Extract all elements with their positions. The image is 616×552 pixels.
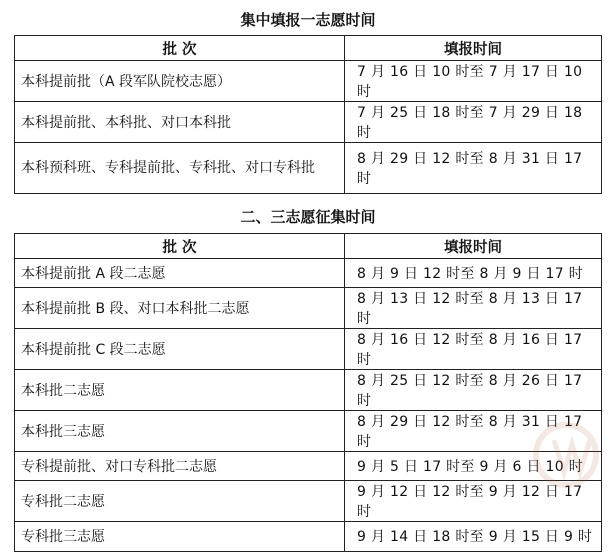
- time-cell: 7 月 16 日 10 时至 7 月 17 日 10 时: [345, 61, 602, 102]
- table-row: [15, 522, 602, 551]
- table-header-row: [15, 36, 602, 61]
- time-column-header: 填报时间: [345, 234, 602, 259]
- table-row: [15, 61, 602, 102]
- time-column-header: 填报时间: [345, 36, 602, 61]
- table-row: [15, 481, 602, 522]
- time-cell: 9 月 14 日 18 时至 9 月 15 日 9 时: [345, 522, 602, 551]
- batch-cell: 本科批二志愿: [15, 370, 345, 411]
- table-row: [15, 102, 602, 143]
- batch-cell: 本科提前批（A 段军队院校志愿）: [15, 61, 345, 102]
- table-row: [15, 452, 602, 481]
- batch-cell: 本科提前批 B 段、对口本科批二志愿: [15, 288, 345, 329]
- batch-cell: 专科批二志愿: [15, 481, 345, 522]
- table-header-row: [15, 234, 602, 259]
- time-cell: 9 月 12 日 12 时至 9 月 12 日 17 时: [345, 481, 602, 522]
- supplementary-choice-table: [14, 233, 602, 552]
- batch-cell: 本科提前批、本科批、对口本科批: [15, 102, 345, 143]
- first-choice-table: [14, 35, 602, 194]
- table-row: [15, 370, 602, 411]
- time-cell: 8 月 29 日 12 时至 8 月 31 日 17 时: [345, 411, 602, 452]
- time-cell: 8 月 29 日 12 时至 8 月 31 日 17 时: [345, 143, 602, 194]
- table-row: [15, 329, 602, 370]
- batch-cell: 专科批三志愿: [15, 522, 345, 551]
- batch-column-header: 批 次: [15, 234, 345, 259]
- table-row: [15, 259, 602, 288]
- time-cell: 8 月 16 日 12 时至 8 月 16 日 17 时: [345, 329, 602, 370]
- time-cell: 9 月 5 日 17 时至 9 月 6 日 10 时: [345, 452, 602, 481]
- time-cell: 8 月 9 日 12 时至 8 月 9 日 17 时: [345, 259, 602, 288]
- table-row: [15, 143, 602, 194]
- batch-cell: 本科提前批 C 段二志愿: [15, 329, 345, 370]
- table-row: [15, 411, 602, 452]
- section1-title: 集中填报一志愿时间: [240, 11, 376, 29]
- batch-cell: 本科提前批 A 段二志愿: [15, 259, 345, 288]
- batch-cell: 本科预科班、专科提前批、专科批、对口专科批: [15, 143, 345, 194]
- batch-cell: 专科提前批、对口专科批二志愿: [15, 452, 345, 481]
- batch-column-header: 批 次: [15, 36, 345, 61]
- time-cell: 8 月 13 日 12 时至 8 月 13 日 17 时: [345, 288, 602, 329]
- time-cell: 8 月 25 日 12 时至 8 月 26 日 17 时: [345, 370, 602, 411]
- batch-cell: 本科批三志愿: [15, 411, 345, 452]
- section2-title: 二、三志愿征集时间: [240, 208, 376, 226]
- time-cell: 7 月 25 日 18 时至 7 月 29 日 18 时: [345, 102, 602, 143]
- table-row: [15, 288, 602, 329]
